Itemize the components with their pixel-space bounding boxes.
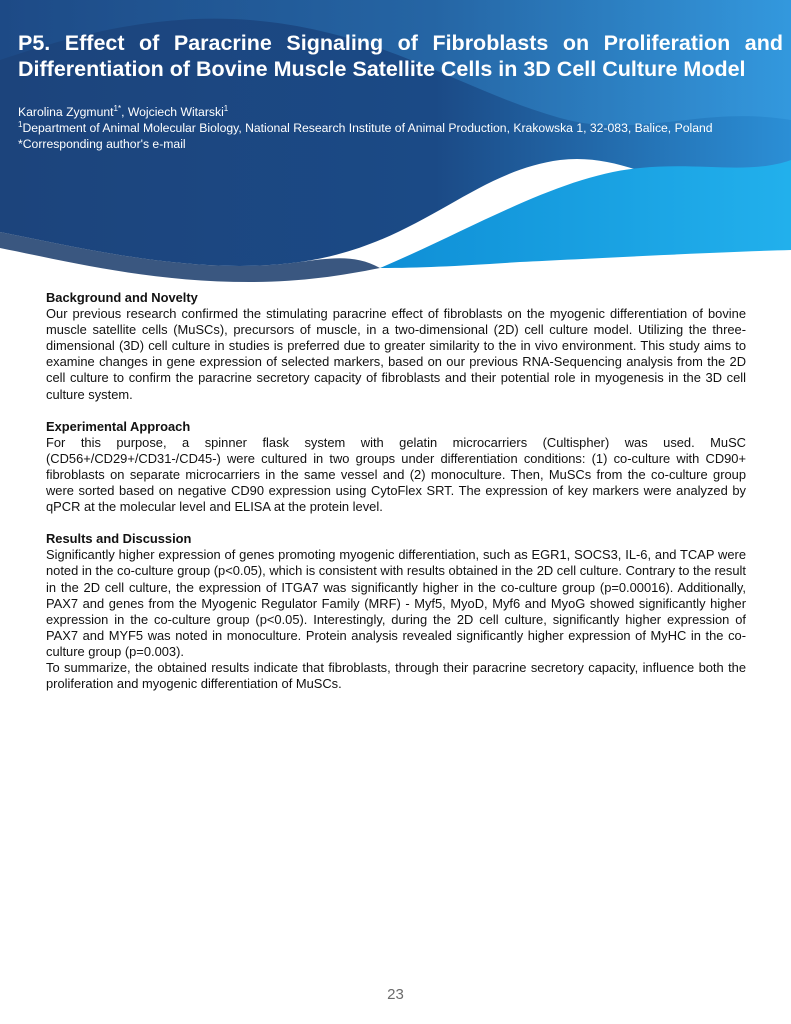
corresponding-author-note: *Corresponding author's e-mail (18, 137, 186, 151)
section-experimental-approach (46, 419, 746, 516)
paragraph: To summarize, the obtained results indicate that fibroblasts, through their paracrine secretory capacity, influence both the proliferation and myogenic differentiation of MuSCs. (46, 659, 746, 692)
affiliation-marker: 1 (223, 103, 229, 113)
header (18, 30, 783, 152)
author-name: Karolina Zygmunt (18, 105, 114, 119)
abstract-body (46, 290, 746, 708)
section-heading: Experimental Approach (46, 418, 191, 434)
paragraph: For this purpose, a spinner flask system with gelatin microcarriers (Cultispher) was used. MuSC (CD56+/CD29+/CD31-/CD45-) were cultured in two groups under differentiation conditions: (1) co-culture with CD90+ fibroblasts on separate microcarriers in the same vessel and (2) monoculture. Then, MuSCs from the co-culture group were sorted based on negative CD90 expression using CytoFlex SRT. The expression of key markers were analyzed by qPCR at the molecular level and ELISA at the protein level. (46, 434, 746, 515)
page-number: 23 (387, 986, 404, 1003)
paragraph: Our previous research confirmed the stimulating paracrine effect of fibroblasts on the myogenic differentiation of bovine muscle satellite cells (MuSCs), precursors of muscle, in a two-dimensional (2D) cell culture model. Utilizing the three-dimensional (3D) cell culture in studies is preferred due to greater similarity to the in vivo environment. This study aims to examine changes in gene expression of selected markers, based on our previous RNA-Sequencing analysis from the 2D cell culture to confirm the paracrine secretory capacity of fibroblasts and their potential role in myogenesis in the 3D cell culture system. (46, 306, 746, 402)
page-title: P5. Effect of Paracrine Signaling of Fibroblasts on Proliferation and Differentiation of Bovine Muscle Satellite Cells in 3D Cell Culture Model (18, 31, 783, 81)
section-heading: Results and Discussion (46, 531, 192, 547)
affiliation-text: Department of Animal Molecular Biology, National Research Institute of Animal Production, Krakowska 1, 32-083, Balice, Poland (22, 121, 713, 135)
section-background (46, 290, 746, 403)
affiliation-marker: 1 (18, 119, 23, 129)
author-name: , Wojciech Witarski (121, 105, 224, 119)
section-results (46, 531, 746, 692)
paragraph: Significantly higher expression of genes promoting myogenic differentiation, such as EGR1, SOCS3, IL-6, and TCAP were noted in the co-culture group (p<0.05), which is consistent with results obtained in the 2D cell culture. Contrary to the result in the 2D cell culture, the expression of ITGA7 was significantly higher in the co-culture group (p=0.00016). Additionally, PAX7 and genes from the Myogenic Regulator Family (MRF) - Myf5, MyoD, Myf6 and MyoG showed significantly higher expression in the co-culture group (p<0.05). Interestingly, during the 2D cell culture, significantly higher expression of PAX7 and MYF5 was noted in monoculture. Protein analysis revealed significantly higher expression of MyHC in the co-culture group (p=0.003). (46, 547, 746, 659)
section-heading: Background and Novelty (46, 290, 198, 305)
affiliation-marker: 1* (113, 103, 122, 113)
author-list (18, 104, 783, 120)
affiliation (18, 120, 753, 136)
